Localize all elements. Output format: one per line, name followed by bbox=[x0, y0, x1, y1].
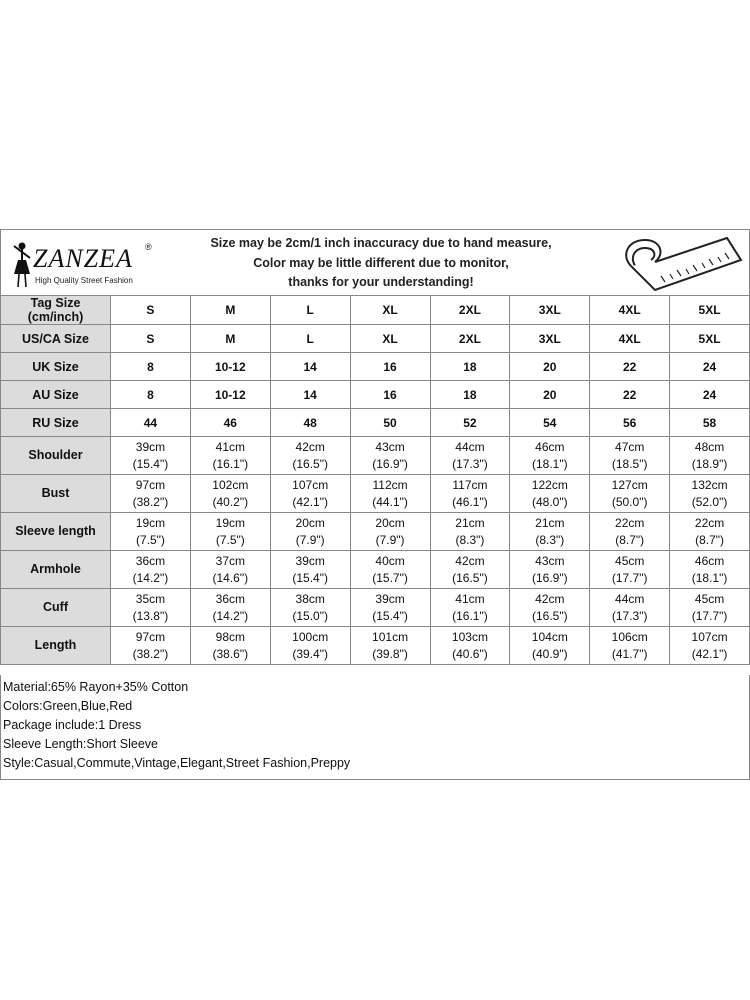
measurement-inch: (48.0") bbox=[532, 494, 568, 509]
brand-name: ZANZEA bbox=[33, 244, 133, 273]
size-cell: S bbox=[111, 325, 191, 353]
measurement-cm: 40cm bbox=[375, 553, 405, 568]
measurement-cell bbox=[350, 589, 430, 627]
measurement-inch: (18.1") bbox=[532, 456, 568, 471]
measurement-inch: (17.7") bbox=[611, 570, 648, 585]
measurement-cm: 102cm bbox=[212, 477, 249, 492]
row-label bbox=[1, 381, 111, 409]
measurement-cell bbox=[350, 627, 430, 665]
size-cell: 10-12 bbox=[190, 381, 270, 409]
measurement-cell bbox=[430, 513, 510, 551]
size-cell: 4XL bbox=[590, 296, 670, 325]
row-label: Length bbox=[1, 627, 111, 665]
measurement-cell bbox=[590, 513, 670, 551]
measurement-cm: 43cm bbox=[375, 439, 405, 454]
measurement-cm: 127cm bbox=[611, 477, 648, 492]
measurement-inch: (38.2") bbox=[132, 646, 169, 661]
size-cell: 44 bbox=[111, 409, 191, 437]
size-cell: 54 bbox=[510, 409, 590, 437]
measurement-inch: (14.2") bbox=[132, 570, 169, 585]
measurement-row bbox=[1, 437, 750, 475]
measurement-cm: 38cm bbox=[295, 591, 325, 606]
size-cell: 4XL bbox=[590, 325, 670, 353]
measurement-inch: (16.5") bbox=[452, 570, 488, 585]
measurement-inch: (18.1") bbox=[691, 570, 728, 585]
measurement-cm: 37cm bbox=[215, 553, 245, 568]
measurement-cell bbox=[510, 437, 590, 475]
measurement-inch: (40.2") bbox=[212, 494, 249, 509]
measurement-cm: 44cm bbox=[455, 439, 485, 454]
measurement-cm: 39cm bbox=[135, 439, 166, 454]
measurement-cm: 112cm bbox=[372, 477, 408, 492]
brand-tagline: High Quality Street Fashion bbox=[35, 276, 133, 285]
measurement-inch: (16.9") bbox=[372, 456, 408, 471]
measurement-cell bbox=[670, 589, 750, 627]
measurement-cell bbox=[190, 551, 270, 589]
size-cell: 24 bbox=[670, 381, 750, 409]
size-cell: 22 bbox=[590, 381, 670, 409]
size-cell: 20 bbox=[510, 353, 590, 381]
measurement-inch: (8.7") bbox=[695, 532, 725, 547]
measurement-inch: (41.7") bbox=[611, 646, 648, 661]
size-cell: 10-12 bbox=[190, 353, 270, 381]
measurement-rows bbox=[1, 437, 750, 665]
size-cell: 16 bbox=[350, 353, 430, 381]
measurement-cm: 35cm bbox=[135, 591, 166, 606]
row-label-line: AU Size bbox=[32, 387, 79, 402]
row-label: Cuff bbox=[1, 589, 111, 627]
size-row bbox=[1, 409, 750, 437]
measurement-cell bbox=[111, 475, 191, 513]
measurement-cell bbox=[590, 437, 670, 475]
measurement-inch: (7.5") bbox=[135, 532, 165, 547]
size-cell: 14 bbox=[270, 381, 350, 409]
measurement-inch: (39.4") bbox=[292, 646, 328, 661]
measurement-cm: 44cm bbox=[615, 591, 645, 606]
size-cell: 56 bbox=[590, 409, 670, 437]
measurement-cm: 42cm bbox=[535, 591, 565, 606]
size-cell: 3XL bbox=[510, 296, 590, 325]
measurement-cm: 19cm bbox=[215, 515, 245, 530]
measurement-inch: (44.1") bbox=[372, 494, 408, 509]
measurement-cell bbox=[510, 551, 590, 589]
size-cell: 22 bbox=[590, 353, 670, 381]
detail-material: Material:65% Rayon+35% Cotton bbox=[3, 680, 189, 694]
measurement-row bbox=[1, 627, 750, 665]
measurement-cell bbox=[111, 551, 191, 589]
measurement-cell bbox=[350, 475, 430, 513]
chart-header bbox=[0, 229, 750, 295]
measurement-cm: 132cm bbox=[691, 477, 728, 492]
measurement-cm: 122cm bbox=[531, 477, 568, 492]
detail-sleeve: Sleeve Length:Short Sleeve bbox=[3, 737, 158, 751]
row-label: Bust bbox=[1, 475, 111, 513]
row-label bbox=[1, 409, 111, 437]
measurement-cell bbox=[111, 437, 191, 475]
measurement-inch: (46.1") bbox=[452, 494, 488, 509]
row-label: Shoulder bbox=[1, 437, 111, 475]
measurement-inch: (38.2") bbox=[132, 494, 169, 509]
size-cell: 14 bbox=[270, 353, 350, 381]
measurement-row bbox=[1, 551, 750, 589]
measurement-inch: (15.0") bbox=[292, 608, 328, 623]
measurement-inch: (7.9") bbox=[295, 532, 325, 547]
measurement-cell bbox=[430, 551, 510, 589]
measurement-cm: 45cm bbox=[615, 553, 645, 568]
measurement-cell bbox=[430, 437, 510, 475]
measurement-cm: 100cm bbox=[292, 629, 329, 644]
size-cell: 58 bbox=[670, 409, 750, 437]
measurement-cell bbox=[270, 437, 350, 475]
measurement-cell bbox=[270, 513, 350, 551]
measurement-cell bbox=[670, 551, 750, 589]
measurement-cm: 97cm bbox=[135, 477, 166, 492]
size-row bbox=[1, 325, 750, 353]
measurement-cm: 22cm bbox=[694, 515, 725, 530]
product-details bbox=[0, 675, 750, 780]
size-cell: 8 bbox=[111, 381, 191, 409]
measurement-cm: 106cm bbox=[611, 629, 648, 644]
fashion-figure-icon bbox=[9, 240, 35, 290]
measurement-inch: (17.7") bbox=[691, 608, 728, 623]
measurement-cm: 20cm bbox=[375, 515, 405, 530]
measurement-cell bbox=[430, 627, 510, 665]
measurement-cell bbox=[590, 627, 670, 665]
size-cell: M bbox=[190, 325, 270, 353]
size-cell: S bbox=[111, 296, 191, 325]
measurement-inch: (14.2") bbox=[212, 608, 249, 623]
brand-logo bbox=[5, 234, 155, 292]
size-cell: 5XL bbox=[670, 296, 750, 325]
measurement-cm: 39cm bbox=[375, 591, 405, 606]
size-cell: L bbox=[270, 325, 350, 353]
measurement-cm: 21cm bbox=[455, 515, 485, 530]
measurement-inch: (13.8") bbox=[132, 608, 169, 623]
measurement-inch: (8.3") bbox=[455, 532, 485, 547]
size-row bbox=[1, 296, 750, 325]
row-label bbox=[1, 353, 111, 381]
measurement-cm: 39cm bbox=[295, 553, 325, 568]
measurement-cm: 42cm bbox=[455, 553, 485, 568]
measurement-inch: (16.9") bbox=[532, 570, 568, 585]
row-label bbox=[1, 325, 111, 353]
notice-line: thanks for your understanding! bbox=[288, 275, 474, 289]
measurement-inch: (18.5") bbox=[611, 456, 648, 471]
detail-colors: Colors:Green,Blue,Red bbox=[3, 699, 133, 713]
measurement-inch: (7.9") bbox=[375, 532, 405, 547]
measurement-cm: 97cm bbox=[135, 629, 166, 644]
row-label: Sleeve length bbox=[1, 513, 111, 551]
notice-line: Size may be 2cm/1 inch inaccuracy due to hand measure, bbox=[210, 236, 552, 250]
size-row bbox=[1, 381, 750, 409]
measurement-cm: 36cm bbox=[215, 591, 245, 606]
registered-mark: ® bbox=[145, 242, 152, 252]
size-cell: 52 bbox=[430, 409, 510, 437]
measurement-inch: (52.0") bbox=[691, 494, 728, 509]
size-cell: XL bbox=[350, 296, 430, 325]
measurement-cell bbox=[590, 589, 670, 627]
size-rows bbox=[1, 296, 750, 437]
measurement-cell bbox=[190, 627, 270, 665]
measurement-cell bbox=[590, 475, 670, 513]
size-cell: M bbox=[190, 296, 270, 325]
measurement-cell bbox=[111, 589, 191, 627]
measurement-cell bbox=[270, 475, 350, 513]
measurement-row bbox=[1, 475, 750, 513]
measurement-cell bbox=[350, 513, 430, 551]
measurement-cm: 107cm bbox=[292, 477, 329, 492]
measurement-inch: (15.4") bbox=[132, 456, 169, 471]
row-label-line: US/CA Size bbox=[22, 331, 89, 346]
size-cell: 5XL bbox=[670, 325, 750, 353]
measurement-cell bbox=[510, 627, 590, 665]
size-cell: 18 bbox=[430, 381, 510, 409]
measurement-inch: (16.1") bbox=[452, 608, 488, 623]
measurement-inch: (17.3") bbox=[611, 608, 648, 623]
size-cell: 16 bbox=[350, 381, 430, 409]
measurement-cell bbox=[510, 589, 590, 627]
measurement-cm: 20cm bbox=[295, 515, 325, 530]
size-cell: 50 bbox=[350, 409, 430, 437]
size-row bbox=[1, 353, 750, 381]
measurement-cell bbox=[190, 513, 270, 551]
measurement-cell bbox=[430, 589, 510, 627]
measurement-cell bbox=[510, 513, 590, 551]
measurement-inch: (14.6") bbox=[212, 570, 249, 585]
measurement-cm: 42cm bbox=[295, 439, 325, 454]
size-chart bbox=[0, 229, 750, 774]
measurement-inch: (40.6") bbox=[452, 646, 488, 661]
row-label-line: UK Size bbox=[32, 359, 79, 374]
measurement-cell bbox=[270, 551, 350, 589]
measurement-inch: (15.7") bbox=[372, 570, 408, 585]
measurement-cell bbox=[670, 513, 750, 551]
measurement-cell bbox=[590, 551, 670, 589]
size-cell: 3XL bbox=[510, 325, 590, 353]
measurement-cm: 107cm bbox=[691, 629, 728, 644]
measurement-inch: (16.5") bbox=[292, 456, 328, 471]
measurement-inch: (38.6") bbox=[212, 646, 249, 661]
row-label bbox=[1, 296, 111, 325]
size-cell: XL bbox=[350, 325, 430, 353]
measurement-cm: 101cm bbox=[372, 629, 409, 644]
row-label-line: (cm/inch) bbox=[27, 310, 84, 324]
size-cell: 18 bbox=[430, 353, 510, 381]
measurement-cm: 41cm bbox=[215, 439, 245, 454]
size-cell: 20 bbox=[510, 381, 590, 409]
measurement-cell bbox=[510, 475, 590, 513]
measurement-cm: 22cm bbox=[615, 515, 645, 530]
measurement-cm: 19cm bbox=[135, 515, 166, 530]
size-cell: 48 bbox=[270, 409, 350, 437]
measurement-inch: (40.9") bbox=[532, 646, 568, 661]
measurement-cell bbox=[111, 513, 191, 551]
size-cell: 46 bbox=[190, 409, 270, 437]
measurement-row bbox=[1, 513, 750, 551]
measurement-cm: 45cm bbox=[694, 591, 725, 606]
measurement-inch: (15.4") bbox=[372, 608, 408, 623]
measurement-inch: (8.3") bbox=[535, 532, 565, 547]
row-label-line: Tag Size bbox=[30, 296, 81, 310]
size-cell: 2XL bbox=[430, 296, 510, 325]
size-cell: L bbox=[270, 296, 350, 325]
measurement-cm: 48cm bbox=[694, 439, 725, 454]
measurement-inch: (15.4") bbox=[292, 570, 328, 585]
measurement-cell bbox=[190, 475, 270, 513]
measurement-cell bbox=[670, 627, 750, 665]
measurement-cm: 43cm bbox=[535, 553, 565, 568]
size-cell: 24 bbox=[670, 353, 750, 381]
detail-package: Package include:1 Dress bbox=[3, 718, 142, 732]
measurement-cm: 46cm bbox=[694, 553, 725, 568]
measurement-inch: (18.9") bbox=[691, 456, 728, 471]
measurement-cell bbox=[270, 627, 350, 665]
measurement-cell bbox=[670, 475, 750, 513]
measurement-cm: 117cm bbox=[452, 477, 488, 492]
measurement-cm: 104cm bbox=[531, 629, 568, 644]
measurement-inch: (8.7") bbox=[615, 532, 645, 547]
measurement-notice bbox=[161, 234, 601, 293]
measurement-inch: (42.1") bbox=[292, 494, 328, 509]
measurement-cell bbox=[190, 437, 270, 475]
measurement-cm: 47cm bbox=[615, 439, 645, 454]
measurement-cell bbox=[350, 551, 430, 589]
measuring-tape-icon bbox=[615, 232, 745, 294]
measurement-inch: (42.1") bbox=[691, 646, 728, 661]
measurement-cell bbox=[430, 475, 510, 513]
row-label: Armhole bbox=[1, 551, 111, 589]
size-table bbox=[0, 295, 750, 665]
measurement-cm: 46cm bbox=[535, 439, 565, 454]
row-label-line: RU Size bbox=[32, 415, 79, 430]
measurement-cell bbox=[190, 589, 270, 627]
measurement-cell bbox=[350, 437, 430, 475]
measurement-cm: 41cm bbox=[455, 591, 485, 606]
size-cell: 8 bbox=[111, 353, 191, 381]
detail-style: Style:Casual,Commute,Vintage,Elegant,Street Fashion,Preppy bbox=[3, 756, 351, 770]
measurement-cell bbox=[111, 627, 191, 665]
measurement-cell bbox=[670, 437, 750, 475]
measurement-cell bbox=[270, 589, 350, 627]
measurement-cm: 103cm bbox=[451, 629, 488, 644]
measurement-inch: (39.8") bbox=[372, 646, 408, 661]
notice-line: Color may be little different due to monitor, bbox=[253, 255, 509, 270]
size-cell: 2XL bbox=[430, 325, 510, 353]
measurement-inch: (7.5") bbox=[215, 532, 245, 547]
measurement-inch: (16.5") bbox=[532, 608, 568, 623]
measurement-inch: (16.1") bbox=[212, 456, 249, 471]
measurement-cm: 98cm bbox=[215, 629, 245, 644]
measurement-inch: (50.0") bbox=[611, 494, 648, 509]
measurement-cm: 36cm bbox=[135, 553, 166, 568]
measurement-row bbox=[1, 589, 750, 627]
measurement-cm: 21cm bbox=[535, 515, 565, 530]
measurement-inch: (17.3") bbox=[452, 456, 488, 471]
